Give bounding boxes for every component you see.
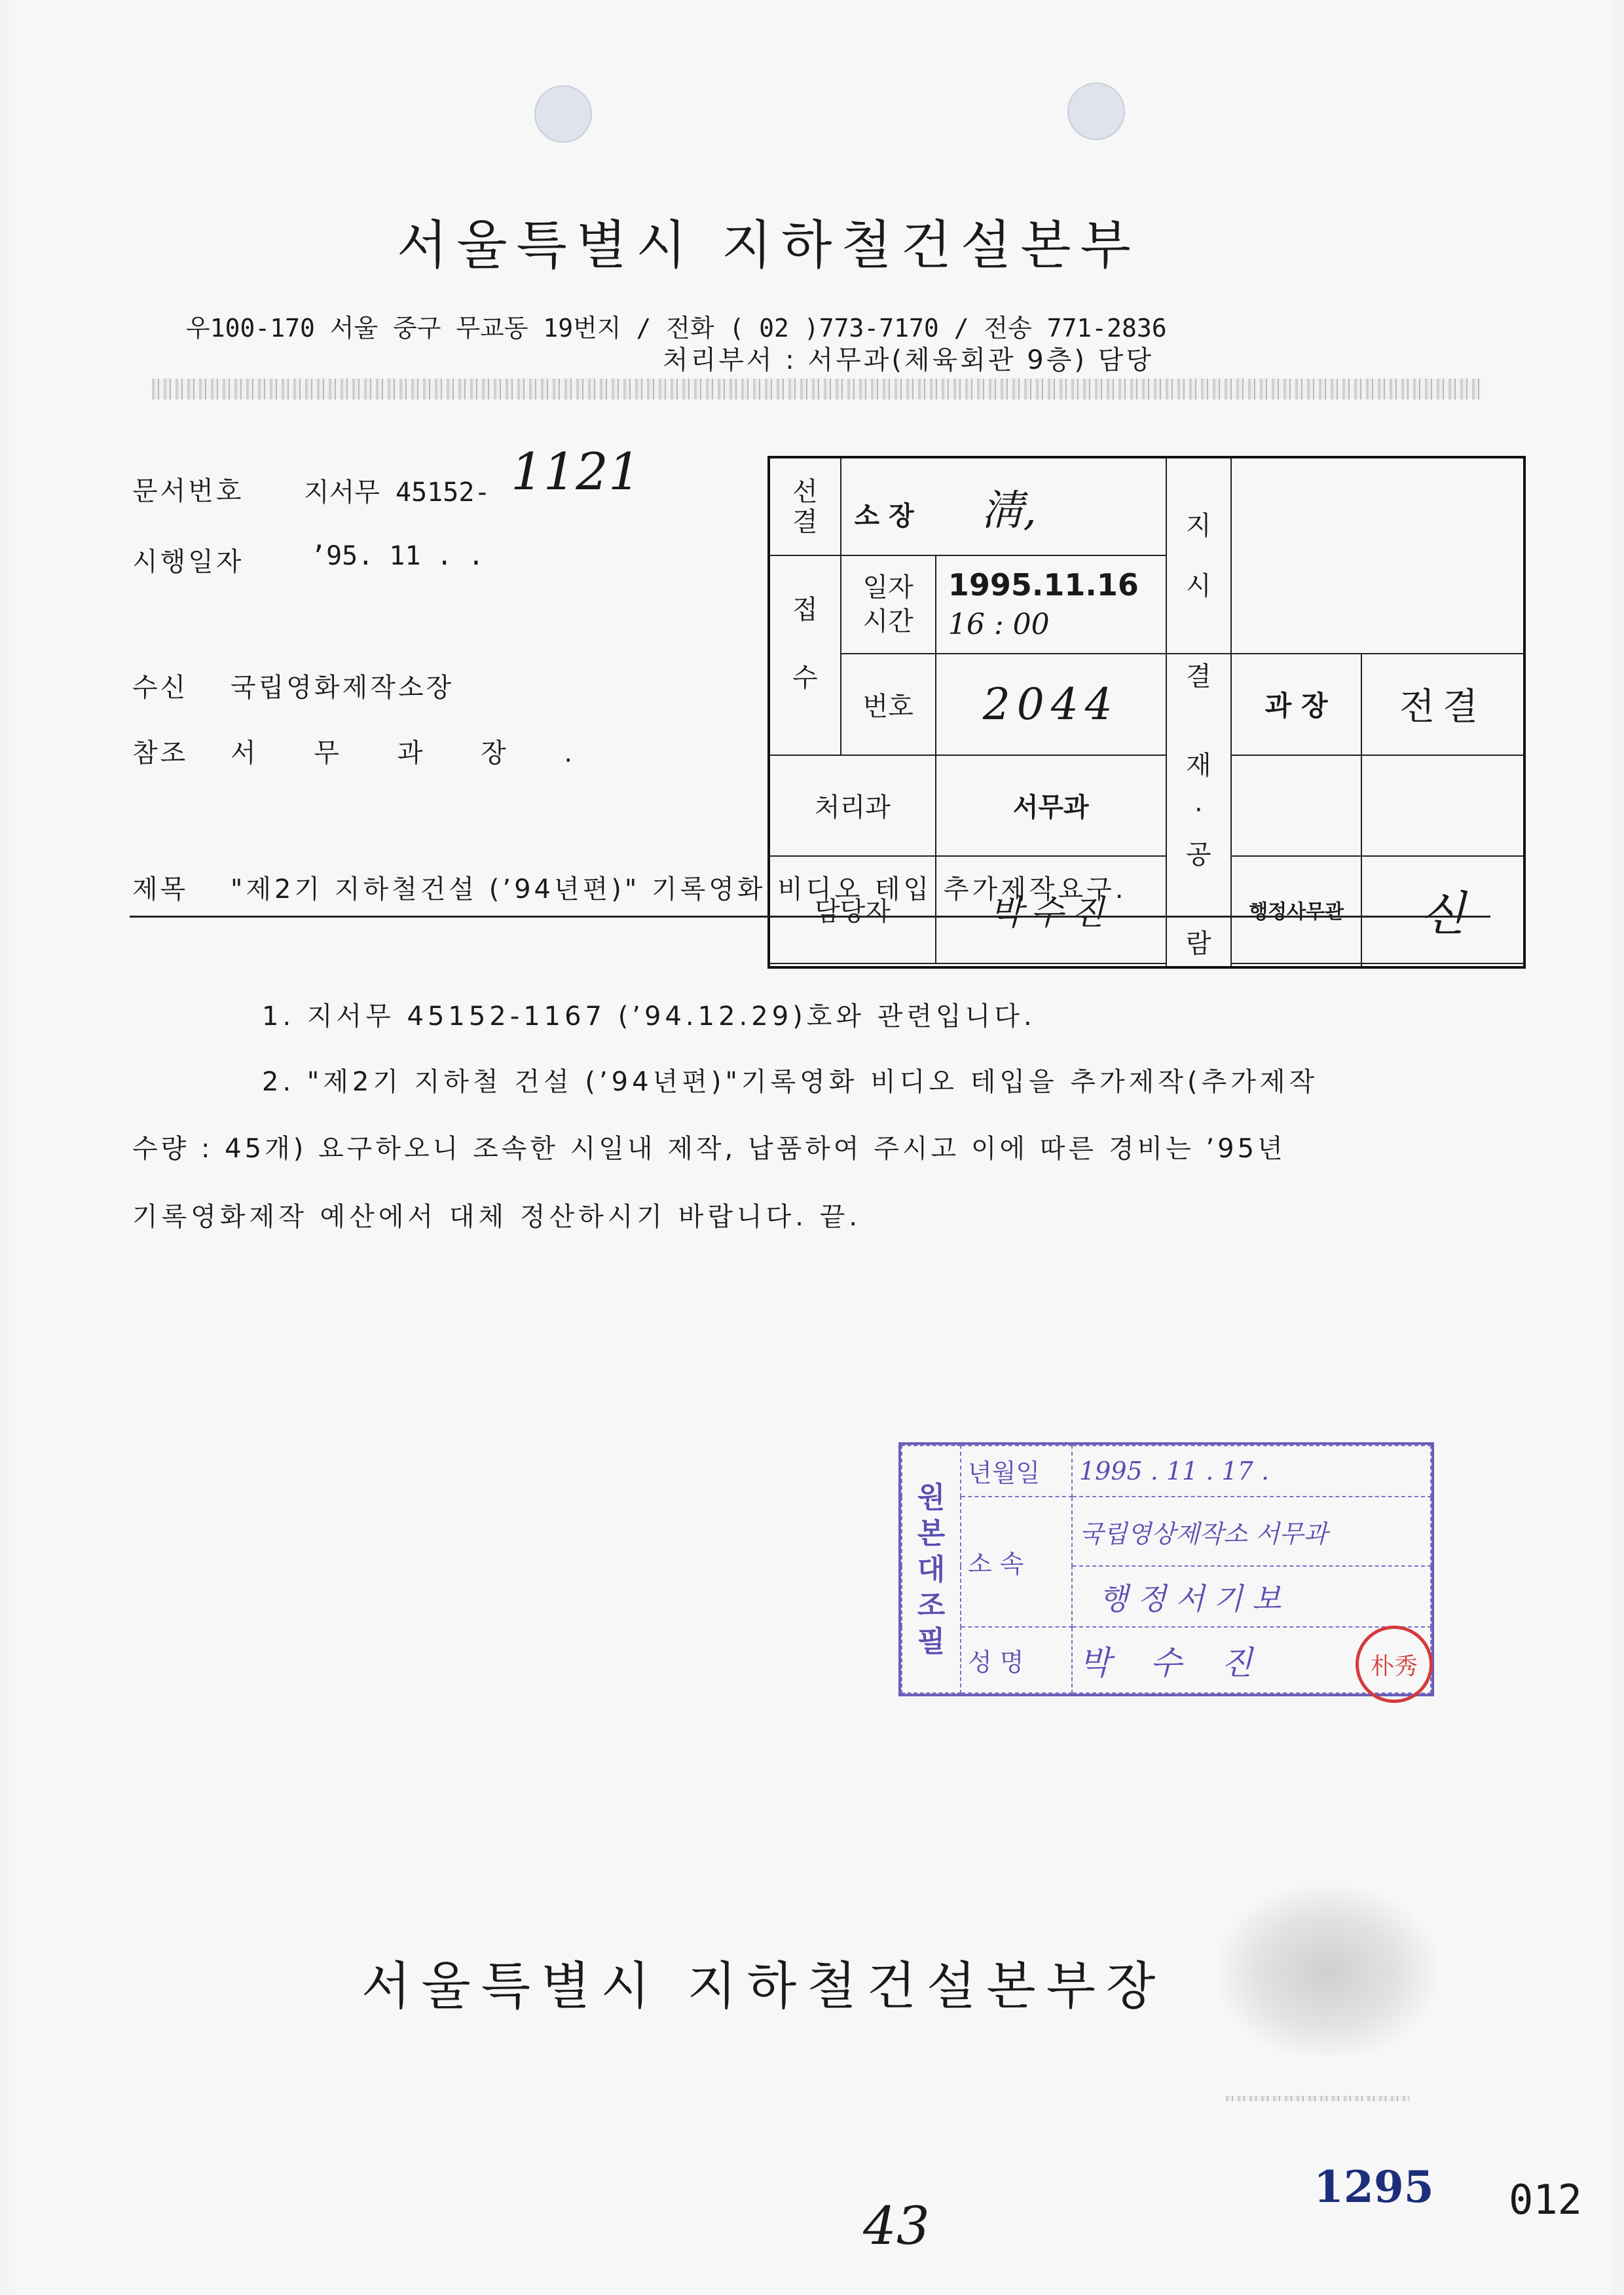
dept-line: 처리부서 : 서무과(체육회관 9층) 담당 bbox=[663, 345, 1154, 375]
page-number-handwritten: 43 bbox=[863, 2195, 930, 2256]
smudge-rule bbox=[1226, 2096, 1409, 2101]
red-seal-text: 朴秀 bbox=[1370, 1652, 1418, 1680]
approval-sigan-value: 16 : 00 bbox=[948, 608, 1050, 642]
approval-ram: 람 bbox=[1186, 929, 1211, 959]
approval-gong: 공 bbox=[1186, 840, 1211, 870]
approval-haengjeong: 행정사무관 bbox=[1231, 856, 1361, 963]
date-value: ’95. 11 . . bbox=[310, 541, 484, 571]
approval-seongyeol: 선 결 bbox=[769, 457, 841, 555]
approval-ilja-value: 1995.11.16 bbox=[948, 567, 1139, 603]
seal-side-label: 원 본 대 조 필 bbox=[902, 1446, 961, 1693]
recipient-label: 수신 bbox=[132, 673, 189, 703]
seal-date-label: 년월일 bbox=[961, 1446, 1072, 1497]
approval-pad-2 bbox=[1231, 963, 1361, 967]
seal-date-value: 1995 . 11 . 17 . bbox=[1072, 1446, 1431, 1497]
approval-sojang-cell bbox=[841, 457, 1166, 555]
approval-jae: 재 bbox=[1186, 751, 1211, 781]
approval-blank-1 bbox=[1231, 755, 1361, 857]
stamp-number: 1295 bbox=[1314, 2161, 1434, 2212]
body-line-4: 기록영화제작 예산에서 대체 정산하시기 바랍니다. 끝. bbox=[132, 1202, 862, 1232]
reference-label: 참조 bbox=[132, 738, 189, 768]
red-name-seal bbox=[1356, 1626, 1433, 1703]
header-rule bbox=[152, 379, 1481, 400]
approval-jeop: 접 bbox=[792, 595, 818, 625]
reference-value: 서 무 과 장 . bbox=[231, 738, 598, 768]
approval-gyeoljae bbox=[1166, 654, 1232, 967]
approval-su: 수 bbox=[792, 663, 818, 693]
org-title: 서울특별시 지하철건설본부 bbox=[397, 215, 1140, 276]
approval-beonho-label: 번호 bbox=[841, 654, 936, 755]
approval-jisi bbox=[1166, 457, 1232, 654]
approval-beonho-value: 2044 bbox=[936, 654, 1166, 755]
approval-gyeol: 결 bbox=[1186, 662, 1211, 692]
punch-hole-left bbox=[534, 85, 592, 143]
body-line-2: 2. "제2기 지하철 건설 (’94년편)"기록영화 비디오 테입을 추가제작(추가제작 bbox=[262, 1067, 1319, 1097]
approval-blank-2 bbox=[1361, 755, 1524, 857]
approval-cheorigwa-label: 처리과 bbox=[769, 755, 936, 857]
body-line-3: 수량 : 45개) 요구하오니 조속한 시일내 제작, 납품하여 주시고 이에 따른 경비는 ’95년 bbox=[132, 1134, 1286, 1164]
subject-value: "제2기 지하철건설 (’94년편)" 기록영화 비디오 테입 추가제작요구. bbox=[231, 874, 1127, 905]
approval-haengjeong-sign: 신 bbox=[1361, 856, 1524, 963]
approval-jeongyeol: 전결 bbox=[1361, 654, 1524, 755]
subject-label: 제목 bbox=[132, 874, 189, 905]
approval-ilja-values bbox=[936, 555, 1166, 654]
approval-sigan-label: 시간 bbox=[862, 606, 913, 637]
approval-jeopsu bbox=[769, 555, 841, 755]
seal-org-label: 소 속 bbox=[961, 1497, 1072, 1627]
approval-cheorigwa-value: 서무과 bbox=[936, 755, 1166, 857]
body-line-1: 1. 지서무 45152-1167 (’94.12.29)호와 관련입니다. bbox=[262, 1001, 1036, 1032]
punch-hole-right bbox=[1067, 83, 1125, 140]
approval-si: 시 bbox=[1186, 570, 1211, 601]
seal-name-value: 박 수 진 bbox=[1072, 1627, 1431, 1693]
seal-org-value: 국립영상제작소 서무과 bbox=[1072, 1497, 1431, 1566]
approval-sojang-sign: 淸, bbox=[981, 486, 1037, 535]
page-number: 012 bbox=[1509, 2176, 1582, 2224]
subject-rule bbox=[130, 916, 1490, 918]
approval-ilja-label: 일자 bbox=[862, 572, 913, 603]
approval-dot: · bbox=[1194, 795, 1203, 825]
approval-pad-3 bbox=[1361, 963, 1524, 967]
seal-name-label: 성 명 bbox=[961, 1627, 1072, 1693]
seal-position-value: 행정서기보 bbox=[1072, 1566, 1431, 1627]
address-line: 우100-170 서울 중구 무교동 19번지 / 전화 ( 02 )773-7170 / 전송 771-2836 bbox=[186, 314, 1167, 343]
approval-jisi-blank bbox=[1231, 457, 1524, 654]
signature-title: 서울특별시 지하철건설본부장 bbox=[361, 1957, 1166, 2016]
date-label: 시행일자 bbox=[132, 547, 244, 577]
faded-stamp-smudge bbox=[1219, 1886, 1435, 2057]
approval-sojang: 소 장 bbox=[854, 500, 914, 531]
approval-pad-1 bbox=[769, 963, 1166, 967]
recipient-value: 국립영화제작소장 bbox=[231, 673, 454, 703]
approval-damdangja-value: 박수진 bbox=[936, 856, 1166, 963]
document-page bbox=[14, 0, 1612, 2295]
certified-copy-seal bbox=[898, 1442, 1434, 1696]
approval-gwajang: 과 장 bbox=[1231, 654, 1361, 755]
doc-no-label: 문서번호 bbox=[132, 476, 244, 506]
approval-ilja-sigan bbox=[841, 555, 936, 654]
approval-damdangja-label: 담당자 bbox=[769, 856, 936, 963]
doc-no-value: 지서무 45152- bbox=[304, 477, 490, 508]
doc-no-handwritten: 1121 bbox=[511, 443, 641, 502]
approval-ji: 지 bbox=[1186, 510, 1211, 541]
